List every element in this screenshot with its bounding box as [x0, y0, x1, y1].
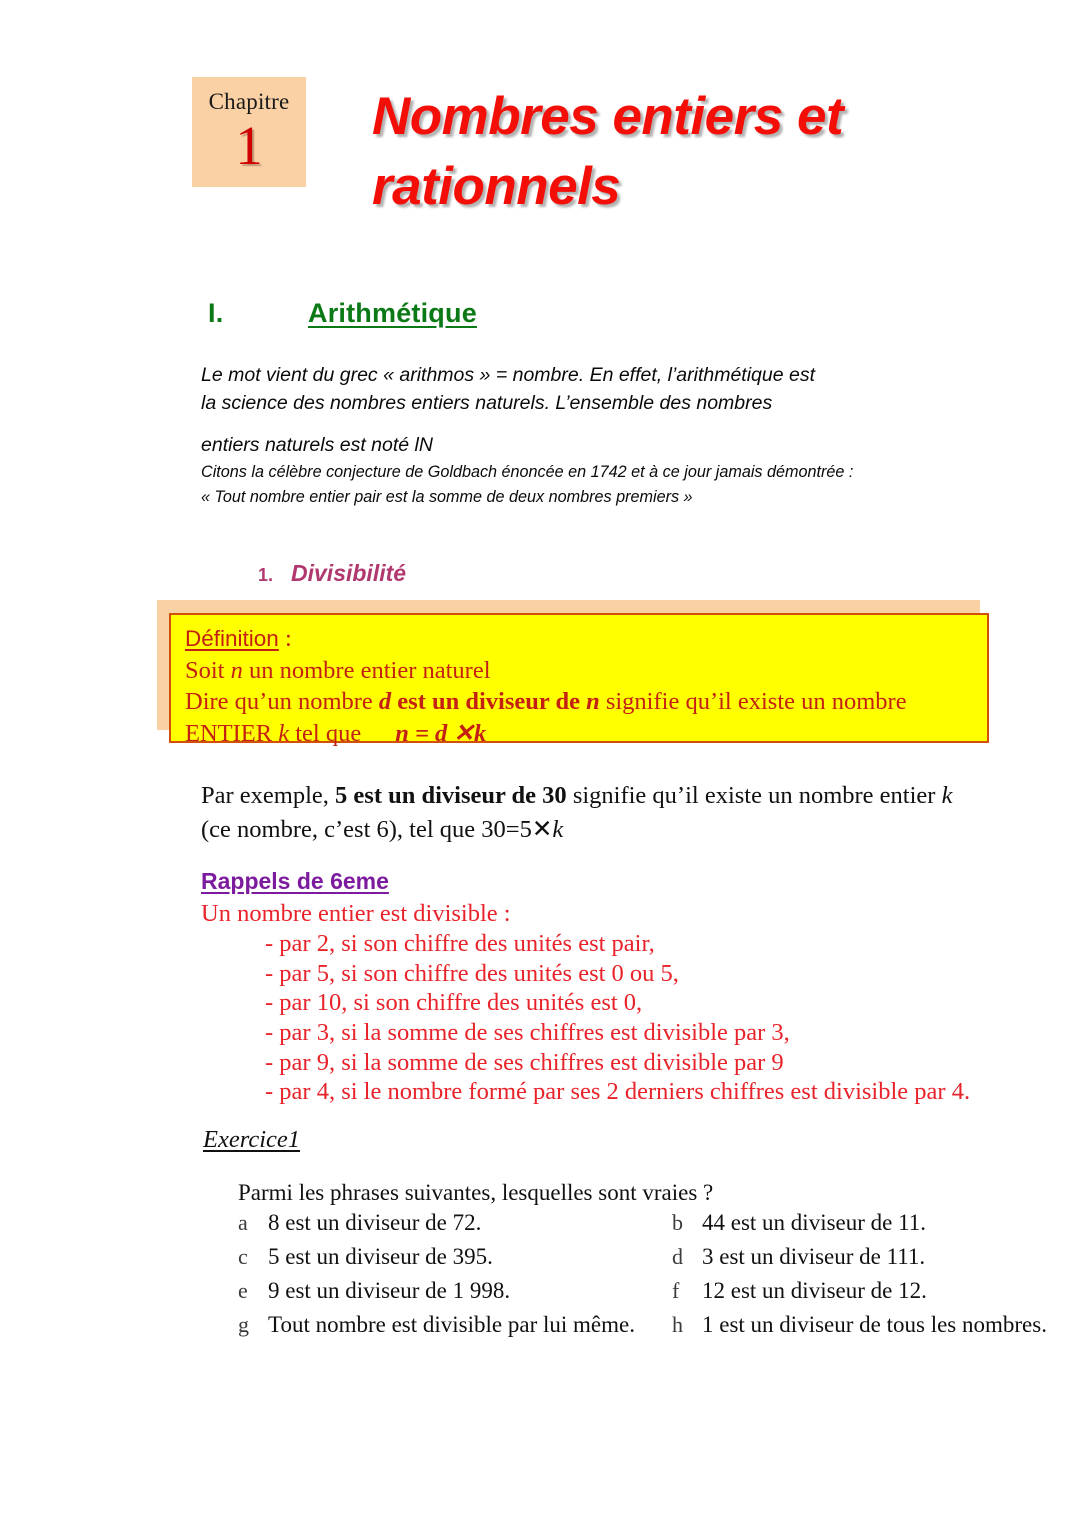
definition-line-2-a: Dire qu’un nombre	[185, 688, 379, 716]
intro-paragraph	[201, 361, 941, 509]
subsection-heading	[258, 560, 406, 587]
exercice-item-b	[672, 1210, 1072, 1236]
table-row	[238, 1278, 1073, 1308]
definition-line-1	[185, 655, 987, 687]
example-bold: 5 est un diviseur de 30	[335, 782, 567, 809]
exercice-heading: Exercice1	[203, 1126, 301, 1153]
exercice-item-d	[672, 1244, 1072, 1270]
definition-line-3-b: tel que	[289, 719, 362, 747]
intro-line-4: Citons la célèbre conjecture de Goldbach énoncée en 1742 et à ce jour jamais démontrée :	[201, 463, 854, 482]
exercice-item-e	[238, 1278, 672, 1304]
list-item: - par 3, si la somme de ses chiffres est divisible par 3,	[265, 1018, 790, 1046]
definition-heading: Définition	[185, 626, 279, 651]
definition-line-1-a: Soit	[185, 656, 231, 684]
section-number: I.	[208, 298, 224, 328]
exercice-key: c	[238, 1244, 248, 1269]
definition-var-d: d	[378, 688, 392, 716]
subsection-title: Divisibilité	[291, 560, 407, 586]
example-line-2-k: k	[552, 815, 564, 843]
example-var-k: k	[941, 782, 953, 809]
exercice-text: 12 est un diviseur de 12.	[702, 1278, 927, 1303]
example-part-1: Par exemple,	[201, 782, 336, 809]
exercice-item-h	[672, 1312, 1072, 1338]
exercice-text: 9 est un diviseur de 1 998.	[268, 1278, 511, 1303]
table-row	[238, 1210, 1073, 1240]
list-item: - par 2, si son chiffre des unités est pair,	[265, 930, 655, 957]
definition-var-n: n	[230, 656, 243, 684]
page-title-line-2: rationnels	[372, 156, 621, 216]
definition-line-2-c: signifie qu’il existe un nombre	[599, 688, 907, 716]
exercice-prompt: Parmi les phrases suivantes, lesquelles sont vraies ?	[238, 1180, 714, 1205]
exercice-item-c	[238, 1244, 672, 1270]
table-row	[238, 1244, 1073, 1274]
table-row	[238, 1312, 1073, 1342]
definition-colon: :	[278, 625, 292, 652]
section-title: Arithmétique	[308, 298, 477, 328]
exercice-text: 44 est un diviseur de 11.	[702, 1210, 927, 1235]
list-item: - par 5, si son chiffre des unités est 0 ou 5,	[265, 959, 679, 987]
definition-line-3-a: ENTIER	[185, 719, 279, 747]
list-item: - par 10, si son chiffre des unités est 0,	[265, 989, 643, 1017]
definition-line-3	[185, 718, 987, 750]
exercice-item-g	[238, 1312, 672, 1338]
definition-box	[169, 613, 989, 747]
subsection-number: 1.	[258, 565, 274, 585]
intro-line-3: entiers naturels est noté lN	[201, 434, 433, 457]
exercice-key: b	[672, 1210, 683, 1235]
example-paragraph	[201, 779, 1016, 846]
chapter-badge	[192, 77, 306, 187]
exercice-text: 1 est un diviseur de tous les nombres.	[702, 1312, 1047, 1337]
exercice-text: 8 est un diviseur de 72.	[268, 1210, 482, 1235]
exercice-text: 5 est un diviseur de 395.	[268, 1244, 493, 1269]
intro-line-2: la science des nombres entiers naturels. L’ensemble des nombres	[201, 392, 773, 415]
exercice-question-grid	[238, 1210, 1073, 1346]
definition-line-1-b: un nombre entier naturel	[242, 656, 491, 684]
chapter-number: 1	[235, 115, 263, 176]
list-item: - par 9, si la somme de ses chiffres est divisible par 9	[265, 1048, 784, 1076]
exercice-item-f	[672, 1278, 1072, 1304]
exercice-key: f	[672, 1278, 680, 1303]
page-title-line-1: Nombres entiers et	[372, 87, 844, 146]
chapter-label: Chapitre	[208, 89, 290, 114]
exercice-key: g	[238, 1312, 249, 1337]
list-item: - par 4, si le nombre formé par ses 2 derniers chiffres est divisible par 4.	[265, 1078, 971, 1106]
definition-line-2	[185, 686, 987, 718]
exercice-key: d	[672, 1244, 683, 1269]
rappels-heading: Rappels de 6eme	[201, 868, 389, 894]
page-title	[372, 82, 1012, 222]
definition-line-2-bold: est un diviseur de	[391, 688, 587, 716]
exercice-key: h	[672, 1312, 683, 1337]
rappels-list	[265, 929, 1055, 1107]
definition-heading-line	[185, 623, 987, 655]
exercice-item-a	[238, 1210, 672, 1236]
document-header	[0, 0, 1080, 250]
section-heading	[208, 298, 477, 329]
rappels-intro: Un nombre entier est divisible :	[201, 900, 511, 927]
exercice-text: Tout nombre est divisible par lui même.	[268, 1312, 635, 1337]
exercice-key: a	[238, 1210, 248, 1235]
definition-formula: n = d ✕k	[395, 719, 487, 747]
definition-var-n-2: n	[586, 688, 600, 716]
intro-line-5: « Tout nombre entier pair est la somme de deux nombres premiers »	[201, 488, 693, 507]
example-line-2-a: (ce nombre, c’est 6), tel que 30=5	[201, 815, 532, 843]
example-part-2: signifie qu’il existe un nombre entier	[566, 782, 942, 809]
intro-line-1: Le mot vient du grec « arithmos » = nombre. En effet, l’arithmétique est	[201, 364, 816, 386]
exercice-key: e	[238, 1278, 248, 1303]
exercice-text: 3 est un diviseur de 111.	[702, 1244, 926, 1269]
example-times-icon: ✕	[531, 815, 553, 843]
definition-var-k: k	[278, 719, 290, 747]
